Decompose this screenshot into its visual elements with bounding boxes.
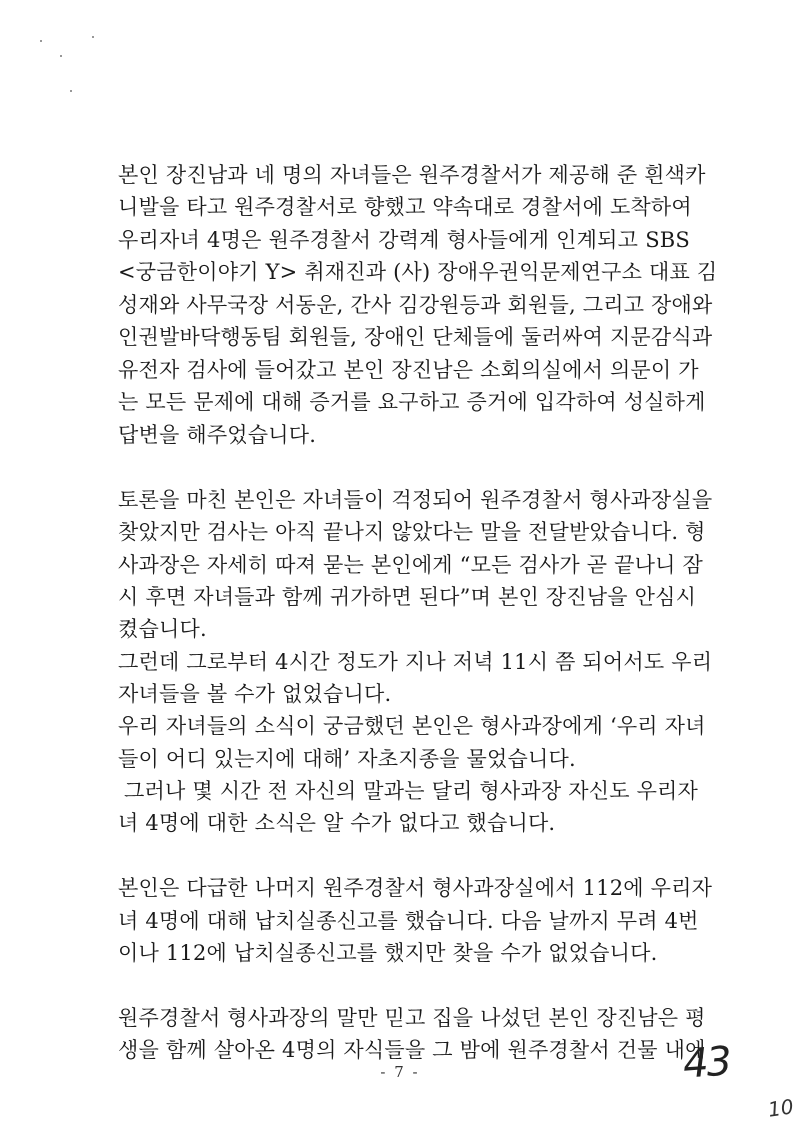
page-number: - 7 -: [380, 1063, 420, 1081]
text-line: 우리자녀 4명은 원주경찰서 강력계 형사들에게 인계되고 SBS: [118, 228, 690, 252]
text-line: 찾았지만 검사는 아직 끝나지 않았다는 말을 전달받았습니다. 형: [118, 520, 706, 544]
scan-speck: [92, 36, 94, 38]
text-line: 켰습니다.: [118, 617, 207, 641]
text-line: 녀 4명에 대한 소식은 알 수가 없다고 했습니다.: [118, 811, 556, 835]
text-line: 토론을 마친 본인은 자녀들이 걱정되어 원주경찰서 형사과장실을: [118, 488, 713, 512]
scan-speck: [60, 55, 62, 57]
text-line: 이나 112에 납치실종신고를 했지만 찾을 수가 없었습니다.: [118, 941, 658, 965]
text-line: 그러나 몇 시간 전 자신의 말과는 달리 형사과장 자신도 우리자: [124, 779, 699, 803]
text-line: 인권발바닥행동팀 회원들, 장애인 단체들에 둘러싸여 지문감식과: [118, 325, 713, 349]
handwritten-small-mark: 10: [766, 1094, 795, 1122]
text-line: 그런데 그로부터 4시간 정도가 지나 저녁 11시 쯤 되어서도 우리: [118, 650, 713, 674]
text-line: 우리 자녀들의 소식이 궁금했던 본인은 형사과장에게 ‘우리 자녀: [118, 714, 706, 738]
text-line: 사과장은 자세히 따져 묻는 본인에게 “모든 검사가 곧 끝나니 잠: [118, 553, 703, 577]
text-line: 원주경찰서 형사과장의 말만 믿고 집을 나섰던 본인 장진남은 평: [118, 1006, 706, 1030]
text-line: <궁금한이야기 Y> 취재진과 (사) 장애우권익문제연구소 대표 김: [118, 260, 718, 284]
text-line: 유전자 검사에 들어갔고 본인 장진남은 소회의실에서 의문이 가: [118, 358, 699, 382]
text-line: 들이 어디 있는지에 대해’ 자초지종을 물었습니다.: [118, 747, 576, 771]
text-line: 녀 4명에 대해 납치실종신고를 했습니다. 다음 날까지 무려 4번: [118, 909, 699, 933]
text-line: 본인 장진남과 네 명의 자녀들은 원주경찰서가 제공해 준 흰색카: [118, 163, 706, 187]
text-line: 니발을 타고 원주경찰서로 향했고 약속대로 경찰서에 도착하여: [118, 195, 692, 219]
handwritten-page-mark: 43: [681, 1038, 732, 1088]
text-line: 생을 함께 살아온 4명의 자식들을 그 밤에 원주경찰서 건물 내에: [118, 1038, 706, 1062]
text-line: 시 후면 자녀들과 함께 귀가하면 된다”며 본인 장진남을 안심시: [118, 585, 697, 609]
text-line: 본인은 다급한 나머지 원주경찰서 형사과장실에서 112에 우리자: [118, 876, 713, 900]
text-line: 성재와 사무국장 서동운, 간사 김강원등과 회원들, 그리고 장애와: [118, 293, 713, 317]
text-line: 는 모든 문제에 대해 증거를 요구하고 증거에 입각하여 성실하게: [118, 390, 706, 414]
scan-speck: [70, 90, 72, 92]
text-line: 답변을 해주었습니다.: [118, 423, 317, 447]
text-line: 자녀들을 볼 수가 없었습니다.: [118, 682, 392, 706]
scan-speck: [40, 40, 42, 42]
